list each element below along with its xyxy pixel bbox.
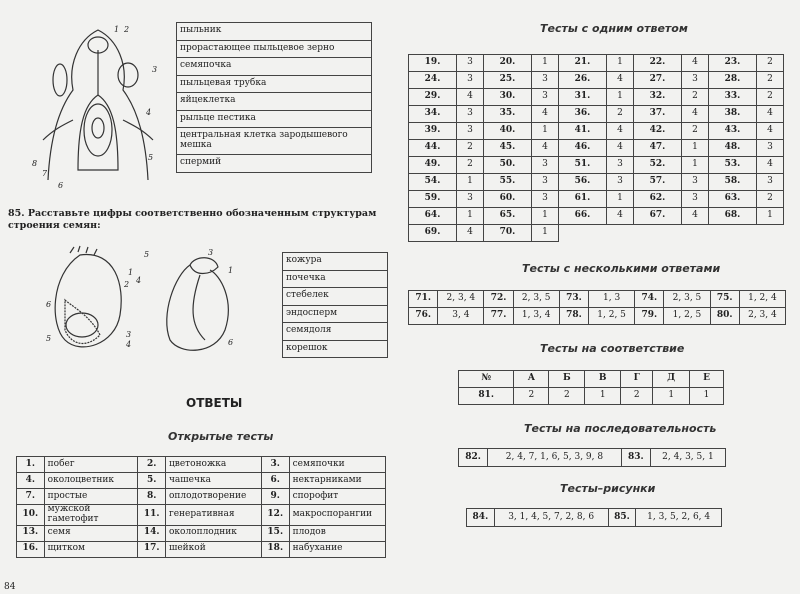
seed-number: 4 <box>136 276 142 285</box>
match-header-cell: Д <box>653 371 690 388</box>
question-number: 41. <box>558 123 606 140</box>
seed-number: 6 <box>46 300 52 309</box>
question-number: 71. <box>409 291 438 308</box>
single-tests-row <box>409 89 784 106</box>
open-tests-row <box>17 489 386 505</box>
answer-value: 3 <box>532 191 559 208</box>
answer-value: 1 <box>606 55 633 72</box>
flower-label: пыльник <box>177 23 372 41</box>
question-number: 51. <box>558 157 606 174</box>
single-tests-row <box>409 140 784 157</box>
question-number: 44. <box>409 140 457 157</box>
question-number: 28. <box>708 72 756 89</box>
question-number: 19. <box>409 55 457 72</box>
open-tests-title: Открытые тесты <box>168 430 274 443</box>
single-tests-row <box>409 157 784 174</box>
answer-value: 3 <box>457 72 484 89</box>
question-number: 2. <box>138 457 166 473</box>
flower-number: 6 <box>58 181 64 190</box>
answer-text: макроспорангии <box>289 505 385 526</box>
open-tests-row <box>17 473 386 489</box>
match-header-cell: Е <box>690 371 724 388</box>
question-number: 3. <box>261 457 289 473</box>
question-number: 43. <box>708 123 756 140</box>
answer-value: 2 <box>681 123 708 140</box>
answer-value: 3 <box>532 174 559 191</box>
answer-value: 1 <box>681 157 708 174</box>
answer-value: 1 <box>690 388 724 405</box>
answer-value: 4 <box>457 89 484 106</box>
seed-number: 3 <box>208 248 214 257</box>
answer-value: 3 <box>532 89 559 106</box>
open-tests-table <box>16 456 386 558</box>
answer-text: мужской гаметофит <box>44 505 138 526</box>
answer-text: чашечка <box>165 473 261 489</box>
question-number: 36. <box>558 106 606 123</box>
answer-text: плодов <box>289 525 385 541</box>
question-number: 23. <box>708 55 756 72</box>
question-number: 32. <box>633 89 681 106</box>
answer-value: 1 <box>606 89 633 106</box>
answer-value: 4 <box>681 55 708 72</box>
question-number: 33. <box>708 89 756 106</box>
answer-value: 4 <box>532 140 559 157</box>
answer-text: оплодотворение <box>165 489 261 505</box>
multi-tests-title: Тесты с несколькими ответами <box>522 262 721 275</box>
seed-number: 1 <box>228 266 234 275</box>
question-number: 37. <box>633 106 681 123</box>
seq-tests-title: Тесты на последовательность <box>524 422 717 435</box>
question-number: 16. <box>17 541 45 557</box>
single-tests-table <box>408 54 784 242</box>
task-85 <box>8 208 388 232</box>
answer-text: околоплодник <box>165 525 261 541</box>
question-number: 53. <box>708 157 756 174</box>
question-number: 7. <box>17 489 45 505</box>
answer-value: 2 <box>756 55 783 72</box>
answer-value: 4 <box>756 106 783 123</box>
question-number: 52. <box>633 157 681 174</box>
answer-value: 3 <box>532 72 559 89</box>
answer-value: 3 <box>756 140 783 157</box>
flower-diagram <box>28 20 168 190</box>
question-number: 13. <box>17 525 45 541</box>
answer-value: 2 <box>756 72 783 89</box>
answer-value: 3, 4 <box>438 308 484 325</box>
seed-label: эндосперм <box>283 305 388 323</box>
answer-value: 3 <box>457 55 484 72</box>
flower-number: 5 <box>148 153 154 162</box>
question-number: 38. <box>708 106 756 123</box>
answer-value: 1 <box>653 388 690 405</box>
answer-value: 1 <box>756 208 783 225</box>
answer-value: 2 <box>549 388 585 405</box>
answer-value: 1 <box>585 388 621 405</box>
question-number: 80. <box>710 308 739 325</box>
question-number: 25. <box>483 72 531 89</box>
answer-text: побег <box>44 457 138 473</box>
question-number: 79. <box>635 308 664 325</box>
seed-number: 3 <box>126 330 132 339</box>
task-85-text: Расставьте цифры соответственно обозначенным структурам строения семян: <box>8 208 377 231</box>
answer-value: 1 <box>457 174 484 191</box>
answer-value: 2 <box>756 89 783 106</box>
flower-label: рыльце пестика <box>177 110 372 128</box>
flower-number: 3 <box>152 65 158 74</box>
question-number: 34. <box>409 106 457 123</box>
single-tests-row <box>409 123 784 140</box>
seed-label: стебелек <box>283 288 388 306</box>
question-number: 5. <box>138 473 166 489</box>
question-number: 63. <box>708 191 756 208</box>
question-number: 45. <box>483 140 531 157</box>
question-number: 50. <box>483 157 531 174</box>
seed-label: корешок <box>283 340 388 358</box>
question-number: 49. <box>409 157 457 174</box>
answer-value: 4 <box>606 72 633 89</box>
answer-value: 2 <box>457 140 484 157</box>
question-number: 6. <box>261 473 289 489</box>
question-number: 42. <box>633 123 681 140</box>
question-number: 62. <box>633 191 681 208</box>
seq-tests-table <box>458 448 726 467</box>
answer-text: семя <box>44 525 138 541</box>
question-number: 29. <box>409 89 457 106</box>
question-number: 67. <box>633 208 681 225</box>
answer-text: спорофит <box>289 489 385 505</box>
multi-tests-row <box>409 308 786 325</box>
answer-value: 4 <box>681 208 708 225</box>
question-number: 21. <box>558 55 606 72</box>
answer-value: 4 <box>532 106 559 123</box>
answer-value: 3 <box>756 174 783 191</box>
answers-title: ОТВЕТЫ <box>186 396 243 410</box>
single-tests-row <box>409 174 784 191</box>
answer-value: 4 <box>756 157 783 174</box>
seed-number: 5 <box>46 334 52 343</box>
match-header-cell: В <box>585 371 621 388</box>
match-header-cell: А <box>514 371 549 388</box>
answer-value: 2 <box>621 388 653 405</box>
answer-value: 1 <box>532 123 559 140</box>
answer-value: 1 <box>457 208 484 225</box>
answer-value: 2, 3, 4 <box>438 291 484 308</box>
answer-value: 2 <box>514 388 549 405</box>
answer-value: 4 <box>606 140 633 157</box>
single-tests-row <box>409 72 784 89</box>
answer-value: 3 <box>681 72 708 89</box>
answer-value: 4 <box>681 106 708 123</box>
seed-number: 4 <box>126 340 132 349</box>
answer-text: набухание <box>289 541 385 557</box>
answer-value: 4 <box>756 123 783 140</box>
answer-value: 1, 2, 5 <box>664 308 710 325</box>
question-number: 20. <box>483 55 531 72</box>
question-number: 84. <box>467 509 495 527</box>
answer-value: 2, 3, 4 <box>739 308 785 325</box>
answer-text: цветоножка <box>165 457 261 473</box>
question-number: 65. <box>483 208 531 225</box>
page-number: 84 <box>4 582 16 592</box>
answer-value: 2 <box>756 191 783 208</box>
answer-value: 2, 3, 5 <box>664 291 710 308</box>
answer-value: 1 <box>606 191 633 208</box>
seq-row <box>459 449 726 467</box>
seed-number: 1 <box>128 268 134 277</box>
single-tests-row <box>409 208 784 225</box>
match-header-cell: Б <box>549 371 585 388</box>
question-number: 31. <box>558 89 606 106</box>
question-number: 60. <box>483 191 531 208</box>
answer-text: нектарниками <box>289 473 385 489</box>
seed-label: почечка <box>283 270 388 288</box>
question-number: 10. <box>17 505 45 526</box>
single-tests-row <box>409 106 784 123</box>
answer-text: простые <box>44 489 138 505</box>
answer-value: 1, 3, 5, 2, 6, 4 <box>636 509 722 527</box>
question-number: 85. <box>608 509 636 527</box>
question-number: 66. <box>558 208 606 225</box>
pic-row <box>467 509 722 527</box>
match-answer-row <box>459 388 724 405</box>
question-number: 30. <box>483 89 531 106</box>
open-tests-row <box>17 505 386 526</box>
open-tests-row <box>17 541 386 557</box>
question-number: 18. <box>261 541 289 557</box>
answer-value: 3 <box>457 123 484 140</box>
answer-value: 2 <box>457 157 484 174</box>
flower-number: 1 <box>114 25 120 34</box>
answer-value: 3 <box>681 191 708 208</box>
answer-value: 2 <box>606 106 633 123</box>
flower-label: спермий <box>177 155 372 173</box>
question-number: 70. <box>483 225 531 242</box>
question-number: 17. <box>138 541 166 557</box>
flower-number: 4 <box>146 108 152 117</box>
flower-label: семяпочка <box>177 58 372 76</box>
question-number: 4. <box>17 473 45 489</box>
flower-number: 8 <box>32 159 38 168</box>
answer-value: 3 <box>457 106 484 123</box>
answer-value: 1, 2, 4 <box>739 291 785 308</box>
answer-value: 1 <box>532 208 559 225</box>
seed-labels-table <box>282 252 388 358</box>
question-number: 68. <box>708 208 756 225</box>
question-number: 11. <box>138 505 166 526</box>
answer-value: 1 <box>681 140 708 157</box>
answer-value: 3 <box>457 191 484 208</box>
answer-value: 4 <box>606 208 633 225</box>
question-number: 75. <box>710 291 739 308</box>
answer-text: генеративная <box>165 505 261 526</box>
task-85-number: 85. <box>8 208 25 219</box>
flower-label: яйцеклетка <box>177 93 372 111</box>
question-number: 24. <box>409 72 457 89</box>
seed-number: 6 <box>228 338 234 347</box>
question-number: 54. <box>409 174 457 191</box>
answer-value: 2, 4, 7, 1, 6, 5, 3, 9, 8 <box>488 449 622 467</box>
answer-value: 1, 2, 5 <box>589 308 635 325</box>
question-number: 72. <box>484 291 513 308</box>
question-number: 76. <box>409 308 438 325</box>
single-tests-row <box>409 191 784 208</box>
pic-tests-title: Тесты–рисунки <box>560 482 656 495</box>
question-number: 15. <box>261 525 289 541</box>
question-number: 40. <box>483 123 531 140</box>
flower-label: центральная клетка зародышевого мешка <box>177 128 372 155</box>
answer-value: 4 <box>457 225 484 242</box>
answer-value: 3 <box>606 157 633 174</box>
seed-diagram <box>40 245 270 360</box>
question-number: 74. <box>635 291 664 308</box>
answer-text: семяпочки <box>289 457 385 473</box>
match-tests-title: Тесты на соответствие <box>540 342 685 355</box>
answer-value: 3 <box>532 157 559 174</box>
question-number: 14. <box>138 525 166 541</box>
answer-value: 1, 3 <box>589 291 635 308</box>
multi-tests-table <box>408 290 786 325</box>
answer-value: 1, 3, 4 <box>513 308 559 325</box>
question-number: 48. <box>708 140 756 157</box>
answer-value: 2, 4, 3, 5, 1 <box>650 449 725 467</box>
question-number: 27. <box>633 72 681 89</box>
question-number: 12. <box>261 505 289 526</box>
single-tests-title: Тесты с одним ответом <box>540 22 688 35</box>
flower-number: 7 <box>42 169 48 178</box>
match-header-cell: Г <box>621 371 653 388</box>
question-number: 55. <box>483 174 531 191</box>
question-number: 57. <box>633 174 681 191</box>
answer-value: 3, 1, 4, 5, 7, 2, 8, 6 <box>494 509 608 527</box>
flower-label: прорастающее пыльцевое зерно <box>177 40 372 58</box>
answer-value: 3 <box>606 174 633 191</box>
answer-text: околоцветник <box>44 473 138 489</box>
answer-value: 1 <box>532 55 559 72</box>
seed-label: семядоля <box>283 323 388 341</box>
question-number: 56. <box>558 174 606 191</box>
seed-number: 2 <box>124 280 130 289</box>
answer-value: 2, 3, 5 <box>513 291 559 308</box>
question-number: 58. <box>708 174 756 191</box>
match-header-cell: № <box>459 371 514 388</box>
flower-label: пыльцевая трубка <box>177 75 372 93</box>
question-number: 77. <box>484 308 513 325</box>
seed-label: кожура <box>283 253 388 271</box>
question-number: 46. <box>558 140 606 157</box>
single-tests-row <box>409 225 784 242</box>
open-tests-row <box>17 525 386 541</box>
question-number: 35. <box>483 106 531 123</box>
question-number: 1. <box>17 457 45 473</box>
question-number: 61. <box>558 191 606 208</box>
match-tests-table <box>458 370 724 405</box>
question-number: 69. <box>409 225 457 242</box>
question-number: 81. <box>459 388 514 405</box>
flower-number: 2 <box>124 25 130 34</box>
pic-tests-table <box>466 508 722 527</box>
question-number: 83. <box>621 449 650 467</box>
match-header-row <box>459 371 724 388</box>
question-number: 64. <box>409 208 457 225</box>
flower-labels-table <box>176 22 372 173</box>
question-number: 8. <box>138 489 166 505</box>
question-number: 82. <box>459 449 488 467</box>
answer-value: 2 <box>681 89 708 106</box>
open-tests-row <box>17 457 386 473</box>
question-number: 59. <box>409 191 457 208</box>
question-number: 26. <box>558 72 606 89</box>
answer-value: 3 <box>681 174 708 191</box>
answer-value: 1 <box>532 225 559 242</box>
multi-tests-row <box>409 291 786 308</box>
question-number: 9. <box>261 489 289 505</box>
question-number: 39. <box>409 123 457 140</box>
answer-value: 4 <box>606 123 633 140</box>
answer-text: шейкой <box>165 541 261 557</box>
question-number: 22. <box>633 55 681 72</box>
seed-number: 5 <box>144 250 150 259</box>
single-tests-row <box>409 55 784 72</box>
question-number: 78. <box>559 308 588 325</box>
question-number: 73. <box>559 291 588 308</box>
question-number: 47. <box>633 140 681 157</box>
answer-text: щитком <box>44 541 138 557</box>
